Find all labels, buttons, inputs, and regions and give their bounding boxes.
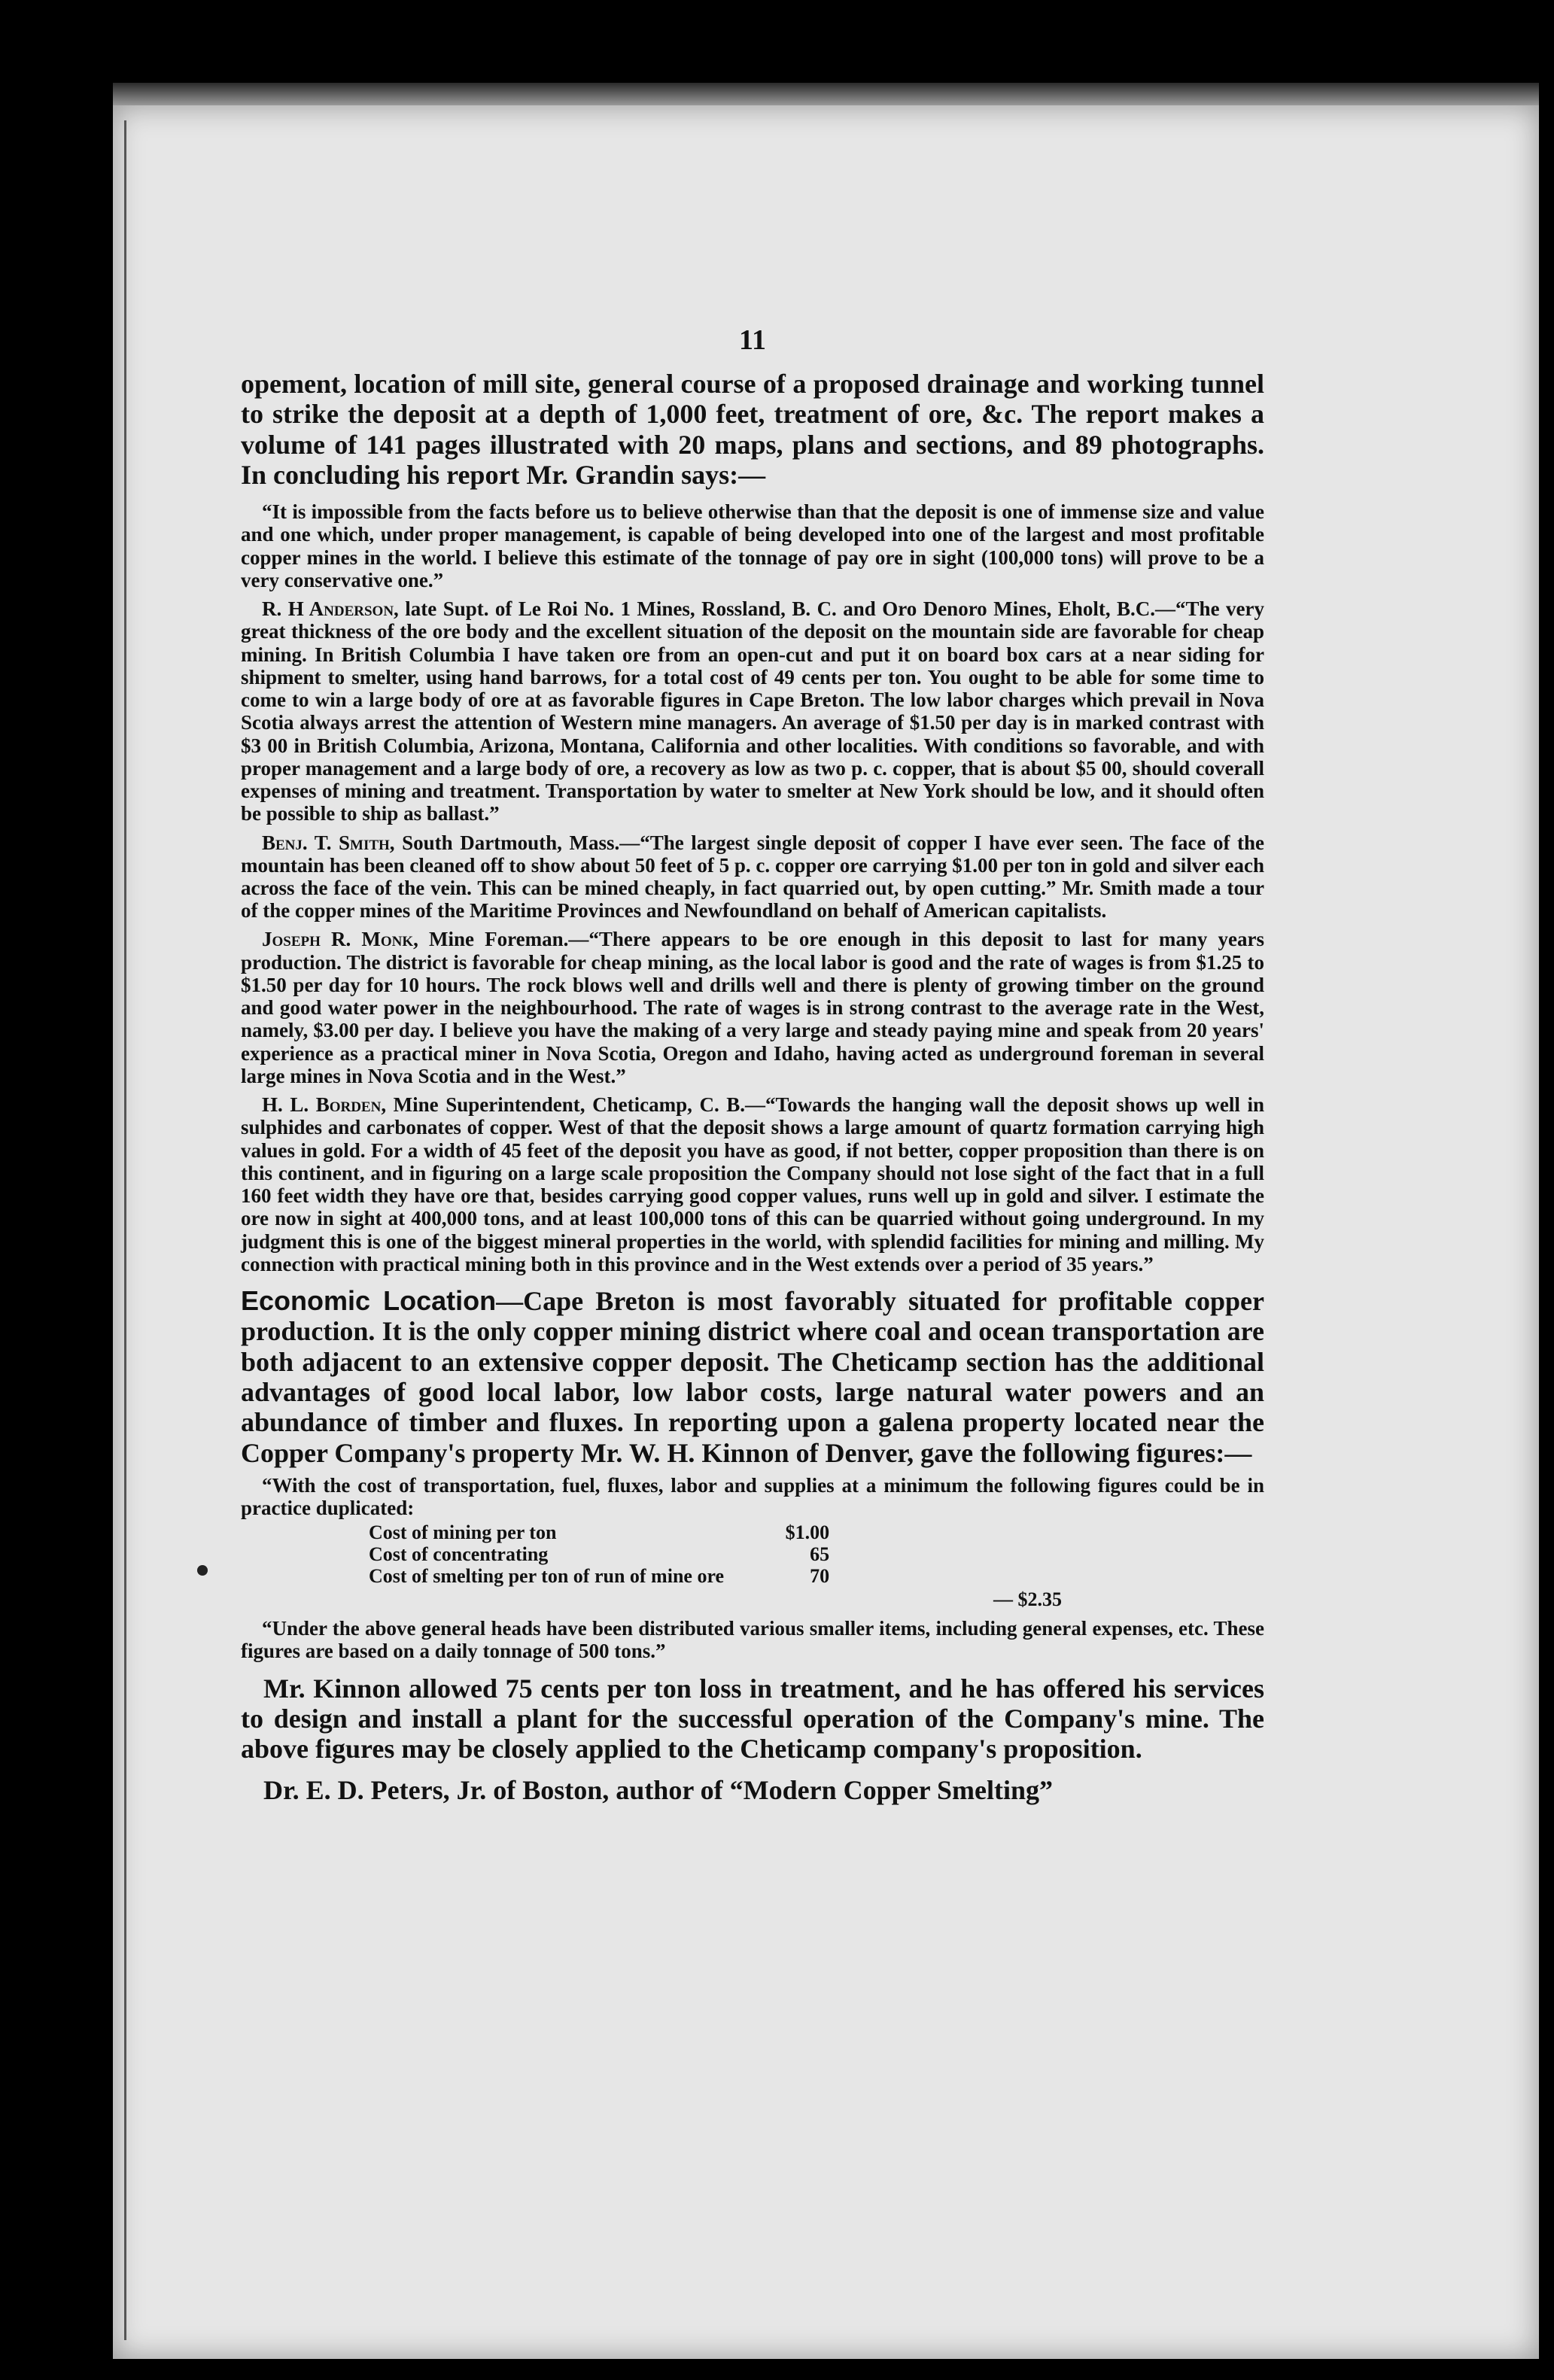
table-row — [361, 1566, 837, 1588]
testimonial-text: late Supt. of Le Roi No. 1 Mines, Rossland, B. C. and Oro Denoro Mines, Eholt, B.C.—“The very great thickness of the ore body and the excellent situation of the deposit on the mountain side are favorable for cheap mining. In British Columbia I have taken ore from an open-cut and put it on board box cars at a near siding for shipment to smelter, using hand barrows, for a total cost of 49 cents per ton. You ought to be able for some time to come to win a large body of ore at as favorable figures in Cape Breton. The low labor charges which prevail in Nova Scotia always arrest the attention of Western mine managers. An average of $1.50 per day is in marked contrast with $3 00 in British Columbia, Arizona, Montana, California and other localities. With conditions so favorable, and with proper management and a large body of ore, a recovery as low as two p. c. copper, that is about $5 00, should coverall expenses of mining and treatment. Transportation by water to smelter at New York should be low, and it should often be possible to ship as ballast.” — [241, 597, 1264, 825]
lead-paragraph: opement, location of mill site, general course of a proposed drainage and working tunnel to strike the deposit at a depth of 1,000 feet, treatment of ore, &c. The report makes a volume of 141 pages illustrated with 20 maps, plans and sections, and 89 photographs. In concluding his report Mr. Grandin says:— — [241, 369, 1264, 490]
testimonial-text: Mine Foreman.—“There appears to be ore enough in this deposit to last for many years production. The district is favorable for cheap mining, as the local labor is good and the rate of wages is from $1.25 to $1.50 per day for 10 hours. The rock blows well and drills well and there is plenty of growing timber on the ground and good water power in the neighbourhood. The rate of wages is in strong contrast to the average rate in the West, namely, $3.00 per day. I believe you have the making of a very large and steady paying mine and speak from 20 years' experience as a practical miner in Nova Scotia, Oregon and Idaho, having acted as underground foreman in several large mines in Nova Scotia and in the West.” — [241, 928, 1264, 1087]
cost-label: Cost of mining per ton — [369, 1521, 557, 1544]
testimonial-text: South Dartmouth, Mass.—“The largest single deposit of copper I have ever seen. The face of the mountain has been cleaned off to show about 50 feet of 5 p. c. copper ore carrying $1.00 per ton in gold and silver each across the face of the vein. This can be mined cheaply, in fact quarried out, by open cutting.” Mr. Smith made a tour of the copper mines of the Maritime Provinces and Newfoundland on behalf of American capitalists. — [241, 831, 1264, 923]
grandin-quote: “It is impossible from the facts before us to believe otherwise than that the deposit is one of immense size and value and one which, under proper management, is capable of being developed into one of the largest and most profitable copper mines in the world. I believe this estimate of the tonnage of pay ore in sight (100,000 tons) will prove to be a very conservative one.” — [241, 500, 1264, 591]
cost-value: $1.00 — [785, 1521, 830, 1544]
margin-dot — [197, 1565, 208, 1576]
cost-label: Cost of concentrating — [369, 1543, 549, 1565]
closing-paragraph: Mr. Kinnon allowed 75 cents per ton loss in treatment, and he has offered his services to design and install a plant for the successful operation of the Company's mine. The above figures may be closely applied to the Cheticamp company's proposition. — [241, 1673, 1264, 1764]
testimonial-monk — [241, 928, 1264, 1087]
testimonial-name: Benj. T. Smith, — [262, 831, 395, 854]
testimonial-text: Mine Superintendent, Cheticamp, C. B.—“Towards the hanging wall the deposit shows up well in sulphides and carbonates of copper. West of that the deposit shows a large amount of quartz formation carrying high values in gold. For a width of 45 feet of the deposit you have as good, if not better, copper proposition than there is on this continent, and in figuring on a large scale proposition the Company should not lose sight of the fact that in a full 160 feet width they have ore that, besides carrying good copper values, runs well up in gold and silver. I estimate the ore now in sight at 400,000 tons, and at least 100,000 tons of this can be quarried without going underground. In my judgment this is one of the biggest mineral properties in the world, with splendid facilities for mining and milling. My connection with practical mining both in this province and in the West extends over a period of 35 years.” — [241, 1093, 1264, 1275]
table-row — [361, 1522, 837, 1544]
cost-total — [993, 1588, 1264, 1611]
cost-label: Cost of smelting per ton of run of mine ore — [369, 1564, 725, 1587]
kinnon-note: “Under the above general heads have been distributed various smaller items, including general expenses, etc. These figures are based on a daily tonnage of 500 tons.” — [241, 1617, 1264, 1663]
cost-table — [361, 1522, 837, 1587]
section-heading: Economic Location — [241, 1284, 497, 1316]
testimonial-smith — [241, 831, 1264, 923]
testimonial-borden — [241, 1093, 1264, 1275]
binding-edge-line — [124, 120, 126, 2340]
economic-location-text: —Cape Breton is most favorably situated for profitable copper production. It is the only copper mining district where coal and ocean transportation are both adjacent to an extensive copper deposit. The Cheticamp section has the additional advantages of good local labor, low labor costs, large natural water powers and an abundance of timber and fluxes. In reporting upon a galena property located near the Copper Company's property Mr. W. H. Kinnon of Denver, gave the following figures:— — [241, 1285, 1264, 1468]
cost-total-value: $2.35 — [1017, 1588, 1062, 1611]
testimonial-name: Joseph R. Monk, — [262, 928, 418, 951]
kinnon-intro: “With the cost of transportation, fuel, fluxes, labor and supplies at a minimum the following figures could be in practice duplicated: — [241, 1473, 1264, 1520]
testimonial-name: R. H Anderson, — [262, 597, 399, 621]
cost-value: 65 — [810, 1543, 830, 1565]
last-line: Dr. E. D. Peters, Jr. of Boston, author of “Modern Copper Smelting” — [263, 1774, 1053, 1805]
cost-value: 70 — [810, 1564, 830, 1587]
total-rule: — — [993, 1588, 1018, 1611]
testimonial-anderson — [241, 597, 1264, 825]
testimonial-name: H. L. Borden, — [262, 1093, 387, 1117]
page-content — [241, 324, 1264, 1805]
economic-location-paragraph — [241, 1286, 1264, 1468]
table-row — [361, 1544, 837, 1566]
page-number: 11 — [739, 324, 766, 356]
